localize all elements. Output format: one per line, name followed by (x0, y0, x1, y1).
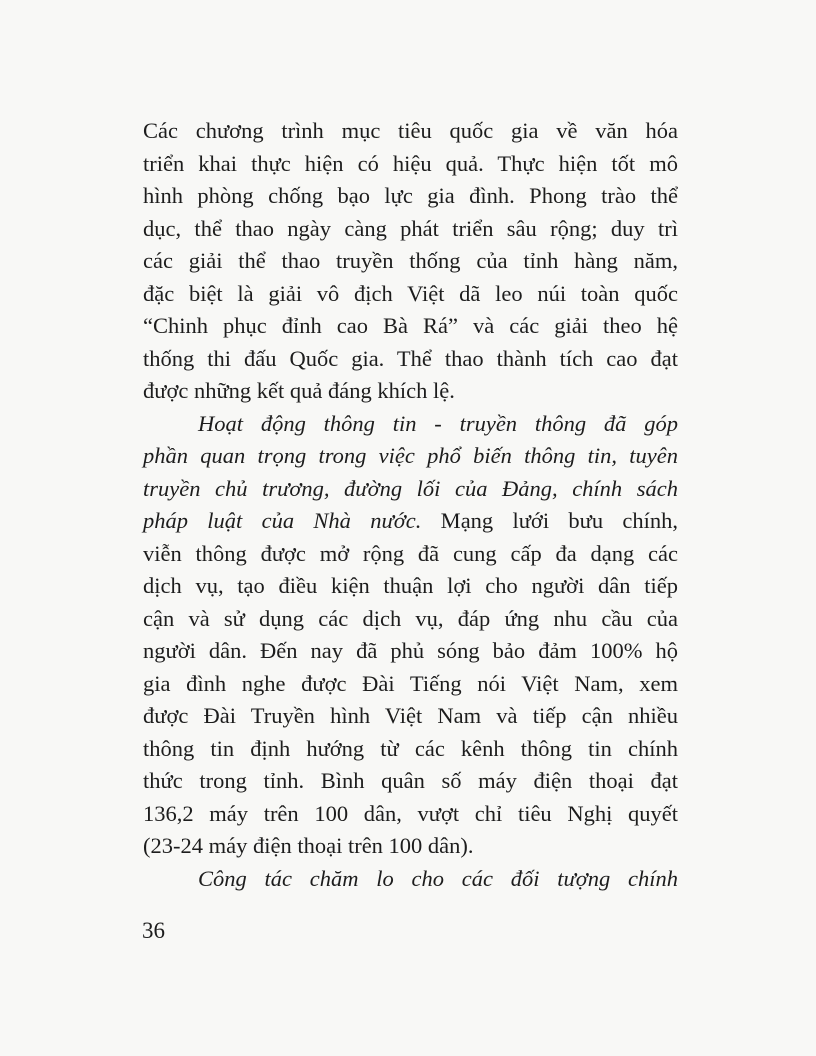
text-line: viễn thông được mở rộng đã cung cấp đa dạng các (143, 540, 678, 566)
text-line: dịch vụ, tạo điều kiện thuận lợi cho người dân tiếp (143, 573, 678, 598)
text-line: gia đình nghe được Đài Tiếng nói Việt Nam, xem (143, 670, 678, 696)
text-line: (23-24 máy điện thoại trên 100 dân). (143, 833, 474, 858)
italic-fragment: pháp luật của Nhà nước. (143, 508, 422, 533)
paragraph-culture-sports (143, 115, 678, 408)
text-line: Các chương trình mục tiêu quốc gia về văn hóa (143, 118, 678, 143)
page-number: 36 (142, 918, 165, 943)
text-line: 136,2 máy trên 100 dân, vượt chỉ tiêu Nghị quyết (143, 800, 678, 826)
text-line: được Đài Truyền hình Việt Nam và tiếp cận nhiều (143, 703, 678, 728)
normal-fragment: Mạng lưới bưu chính, (421, 508, 678, 533)
text-line: người dân. Đến nay đã phủ sóng bảo đảm 100% hộ (143, 638, 678, 663)
text-line: thông tin định hướng từ các kênh thông tin chính (143, 735, 678, 761)
italic-text-line: truyền chủ trương, đường lối của Đảng, chính sách (143, 475, 678, 501)
paragraph-social-policy (143, 863, 678, 896)
italic-text-line: Công tác chăm lo cho các đối tượng chính (198, 865, 678, 891)
text-line: cận và sử dụng các dịch vụ, đáp ứng nhu cầu của (143, 605, 678, 631)
text-line: “Chinh phục đỉnh cao Bà Rá” và các giải theo hệ (143, 313, 678, 338)
text-line: đặc biệt là giải vô địch Việt dã leo núi toàn quốc (143, 280, 678, 306)
body-text (143, 115, 678, 895)
text-line: triển khai thực hiện có hiệu quả. Thực hiện tốt mô (143, 150, 678, 176)
mixed-text-line (143, 505, 678, 538)
text-line: thức trong tỉnh. Bình quân số máy điện thoại đạt (143, 768, 678, 793)
italic-text-line: phần quan trọng trong việc phổ biến thông tin, tuyên (143, 443, 678, 468)
text-line: thống thi đấu Quốc gia. Thể thao thành tích cao đạt (143, 345, 678, 371)
text-line: dục, thể thao ngày càng phát triển sâu rộng; duy trì (143, 215, 678, 241)
text-line: hình phòng chống bạo lực gia đình. Phong trào thể (143, 183, 678, 208)
italic-text-line: Hoạt động thông tin - truyền thông đã góp (198, 410, 678, 436)
text-line: được những kết quả đáng khích lệ. (143, 378, 455, 403)
text-line: các giải thể thao truyền thống của tỉnh hàng năm, (143, 248, 678, 273)
paragraph-information-communication (143, 408, 678, 863)
